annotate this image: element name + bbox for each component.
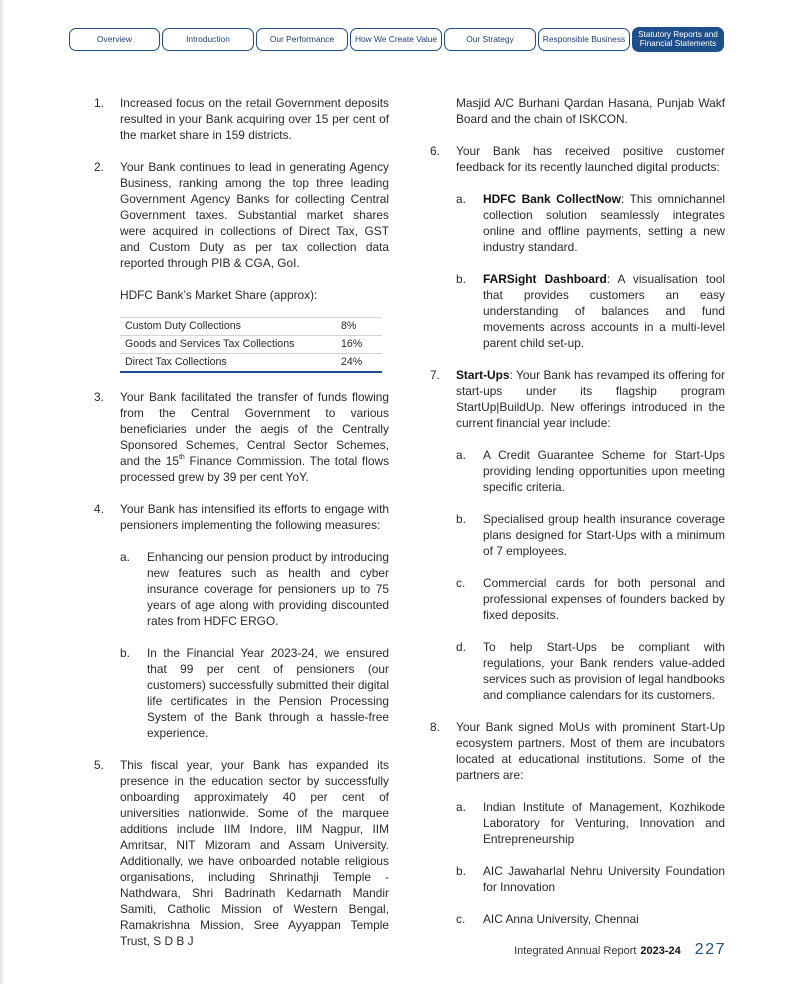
sub-item-text: AIC Anna University, Chennai — [483, 912, 639, 926]
sub-item-letter: a. — [456, 192, 466, 206]
sub-item-c — [456, 575, 725, 623]
sub-item-letter: a. — [456, 448, 466, 462]
table-cell-value: 16% — [336, 336, 382, 354]
item-number: 1. — [94, 96, 104, 110]
sub-item-b — [456, 511, 725, 559]
sub-item-text: AIC Jawaharlal Nehru University Foundation for Innovation — [483, 864, 725, 894]
tab-statutory-reports[interactable]: Statutory Reports and Financial Statements — [632, 27, 724, 52]
list-item-3 — [94, 389, 389, 485]
sub-item-letter: b. — [120, 646, 130, 660]
list-item-7 — [430, 367, 725, 703]
item-text: Your Bank facilitated the transfer of funds flowing from the Central Government to various beneficiaries under the aegis of the Centrally Sponsored Schemes, Central Sector Schemes, and the 15th Finance Commission. The total flows processed grew by 39 per cent YoY. — [120, 390, 390, 484]
left-column — [94, 95, 389, 949]
sub-item-b — [120, 645, 389, 741]
sub-item-text: HDFC Bank CollectNow: This omnichannel collection solution seamlessly integrates online and offline payments, setting a new industry standard. — [483, 192, 725, 254]
table-cell-label: Goods and Services Tax Collections — [120, 336, 336, 354]
list-item-5-continued — [430, 95, 725, 127]
table-row — [120, 354, 382, 373]
table-cell-label: Custom Duty Collections — [120, 318, 336, 336]
tab-overview[interactable]: Overview — [69, 28, 160, 51]
sub-item-b — [456, 863, 725, 895]
item-number: 8. — [430, 720, 440, 734]
sub-item-letter: a. — [120, 550, 130, 564]
sub-item-letter: b. — [456, 512, 466, 526]
page-footer — [514, 941, 726, 959]
right-column — [430, 95, 725, 927]
report-name: Integrated Annual Report — [514, 945, 637, 957]
list-item-6 — [430, 143, 725, 351]
sub-item-text: Indian Institute of Management, Kozhikode Laboratory for Venturing, Innovation and Entrepreneurship — [483, 800, 725, 846]
table-cell-value: 24% — [336, 354, 382, 373]
item-text: Start-Ups: Your Bank has revamped its offering for start-ups under its flagship program StartUp|BuildUp. New offerings introduced in the current financial year include: — [456, 368, 725, 430]
item-number: 2. — [94, 160, 104, 174]
page-number: 227 — [694, 941, 726, 958]
list-item-5 — [94, 757, 389, 949]
sub-item-c — [456, 911, 725, 927]
item-text: Your Bank has intensified its efforts to engage with pensioners implementing the following measures: — [120, 502, 389, 532]
list-item-8 — [430, 719, 725, 927]
item-number: 3. — [94, 390, 104, 404]
sub-item-letter: b. — [456, 272, 466, 286]
sub-item-a — [456, 447, 725, 495]
sub-item-letter: b. — [456, 864, 466, 878]
sub-item-text: A Credit Guarantee Scheme for Start-Ups providing lending opportunities upon meeting specific criteria. — [483, 448, 725, 494]
sub-item-b — [456, 271, 725, 351]
sub-item-letter: c. — [456, 912, 466, 926]
sub-item-a — [120, 549, 389, 629]
table-cell-value: 8% — [336, 318, 382, 336]
sub-item-letter: d. — [456, 640, 466, 654]
sub-item-text: Specialised group health insurance coverage plans designed for Start-Ups with a minimum of 7 employees. — [483, 512, 725, 558]
sub-item-d — [456, 639, 725, 703]
item-number: 6. — [430, 144, 440, 158]
sub-item-a — [456, 191, 725, 255]
list-item-4 — [94, 501, 389, 741]
table-cell-label: Direct Tax Collections — [120, 354, 336, 373]
tab-responsible-business[interactable]: Responsible Business — [538, 28, 630, 51]
page-edge — [0, 0, 3, 984]
item-text: This fiscal year, your Bank has expanded its presence in the education sector by successfully onboarding approximately 40 per cent of universities nationwide. Some of the marquee additions include IIM Indore, IIM Nagpur, IIM Amritsar, NIT Mizoram and Assam University. Additionally, we have onboarded notable religious organisations, including Shrinathji Temple - Nathdwara, Shri Badrinath Kedarnath Mandir Samiti, Catholic Mission of Western Bengal, Ramakrishna Mission, Sree Ayyappan Temple Trust, S D B J — [120, 758, 389, 948]
tab-our-strategy[interactable]: Our Strategy — [444, 28, 536, 51]
market-share-table — [120, 317, 382, 373]
sub-item-a — [456, 799, 725, 847]
sub-item-letter: a. — [456, 800, 466, 814]
sub-item-text: Commercial cards for both personal and professional expenses of founders backed by fixed deposits. — [483, 576, 725, 622]
sub-item-text: In the Financial Year 2023-24, we ensured that 99 per cent of pensioners (our customers) successfully submitted their digital life certificates in the Pension Processing System of the Bank through a hassle-free experience. — [147, 646, 389, 740]
tab-our-performance[interactable]: Our Performance — [256, 28, 348, 51]
item-number: 7. — [430, 368, 440, 382]
tab-introduction[interactable]: Introduction — [162, 28, 254, 51]
table-row — [120, 318, 382, 336]
item-number: 5. — [94, 758, 104, 772]
item-text: Masjid A/C Burhani Qardan Hasana, Punjab Wakf Board and the chain of ISKCON. — [456, 96, 725, 126]
item-text: Your Bank has received positive customer feedback for its recently launched digital products: — [456, 144, 725, 174]
market-share-title: HDFC Bank’s Market Share (approx): — [120, 288, 318, 302]
sub-item-letter: c. — [456, 576, 466, 590]
item-text: Your Bank signed MoUs with prominent Start-Up ecosystem partners. Most of them are incubators located at educational institutions. Some of the partners are: — [456, 720, 725, 782]
sub-item-text: Enhancing our pension product by introducing new features such as health and cyber insurance coverage for pensioners up to 75 years of age along with providing discounted rates from HDFC ERGO. — [147, 550, 389, 628]
table-row — [120, 336, 382, 354]
item-number: 4. — [94, 502, 104, 516]
item-text: Increased focus on the retail Government deposits resulted in your Bank acquiring over 15 per cent of the market share in 159 districts. — [120, 96, 389, 142]
list-item-2 — [94, 159, 389, 373]
list-item-1 — [94, 95, 389, 143]
report-year: 2023-24 — [640, 945, 681, 957]
tab-how-we-create-value[interactable]: How We Create Value — [350, 28, 442, 51]
sub-item-text: To help Start-Ups be compliant with regulations, your Bank renders value-added services such as provision of legal handbooks and compliance calendars for its customers. — [483, 640, 725, 702]
sub-item-text: FARSight Dashboard: A visualisation tool that provides customers an easy understanding of balances and fund movements across accounts in a multi-level parent child set-up. — [483, 272, 725, 350]
item-text: Your Bank continues to lead in generating Agency Business, ranking among the top three leading Government Agency Banks for collecting Central Government taxes. Substantial market shares were acquired in collections of Direct Tax, GST and Custom Duty as per tax collection data reported through PIB & CGA, GoI. — [120, 160, 389, 270]
